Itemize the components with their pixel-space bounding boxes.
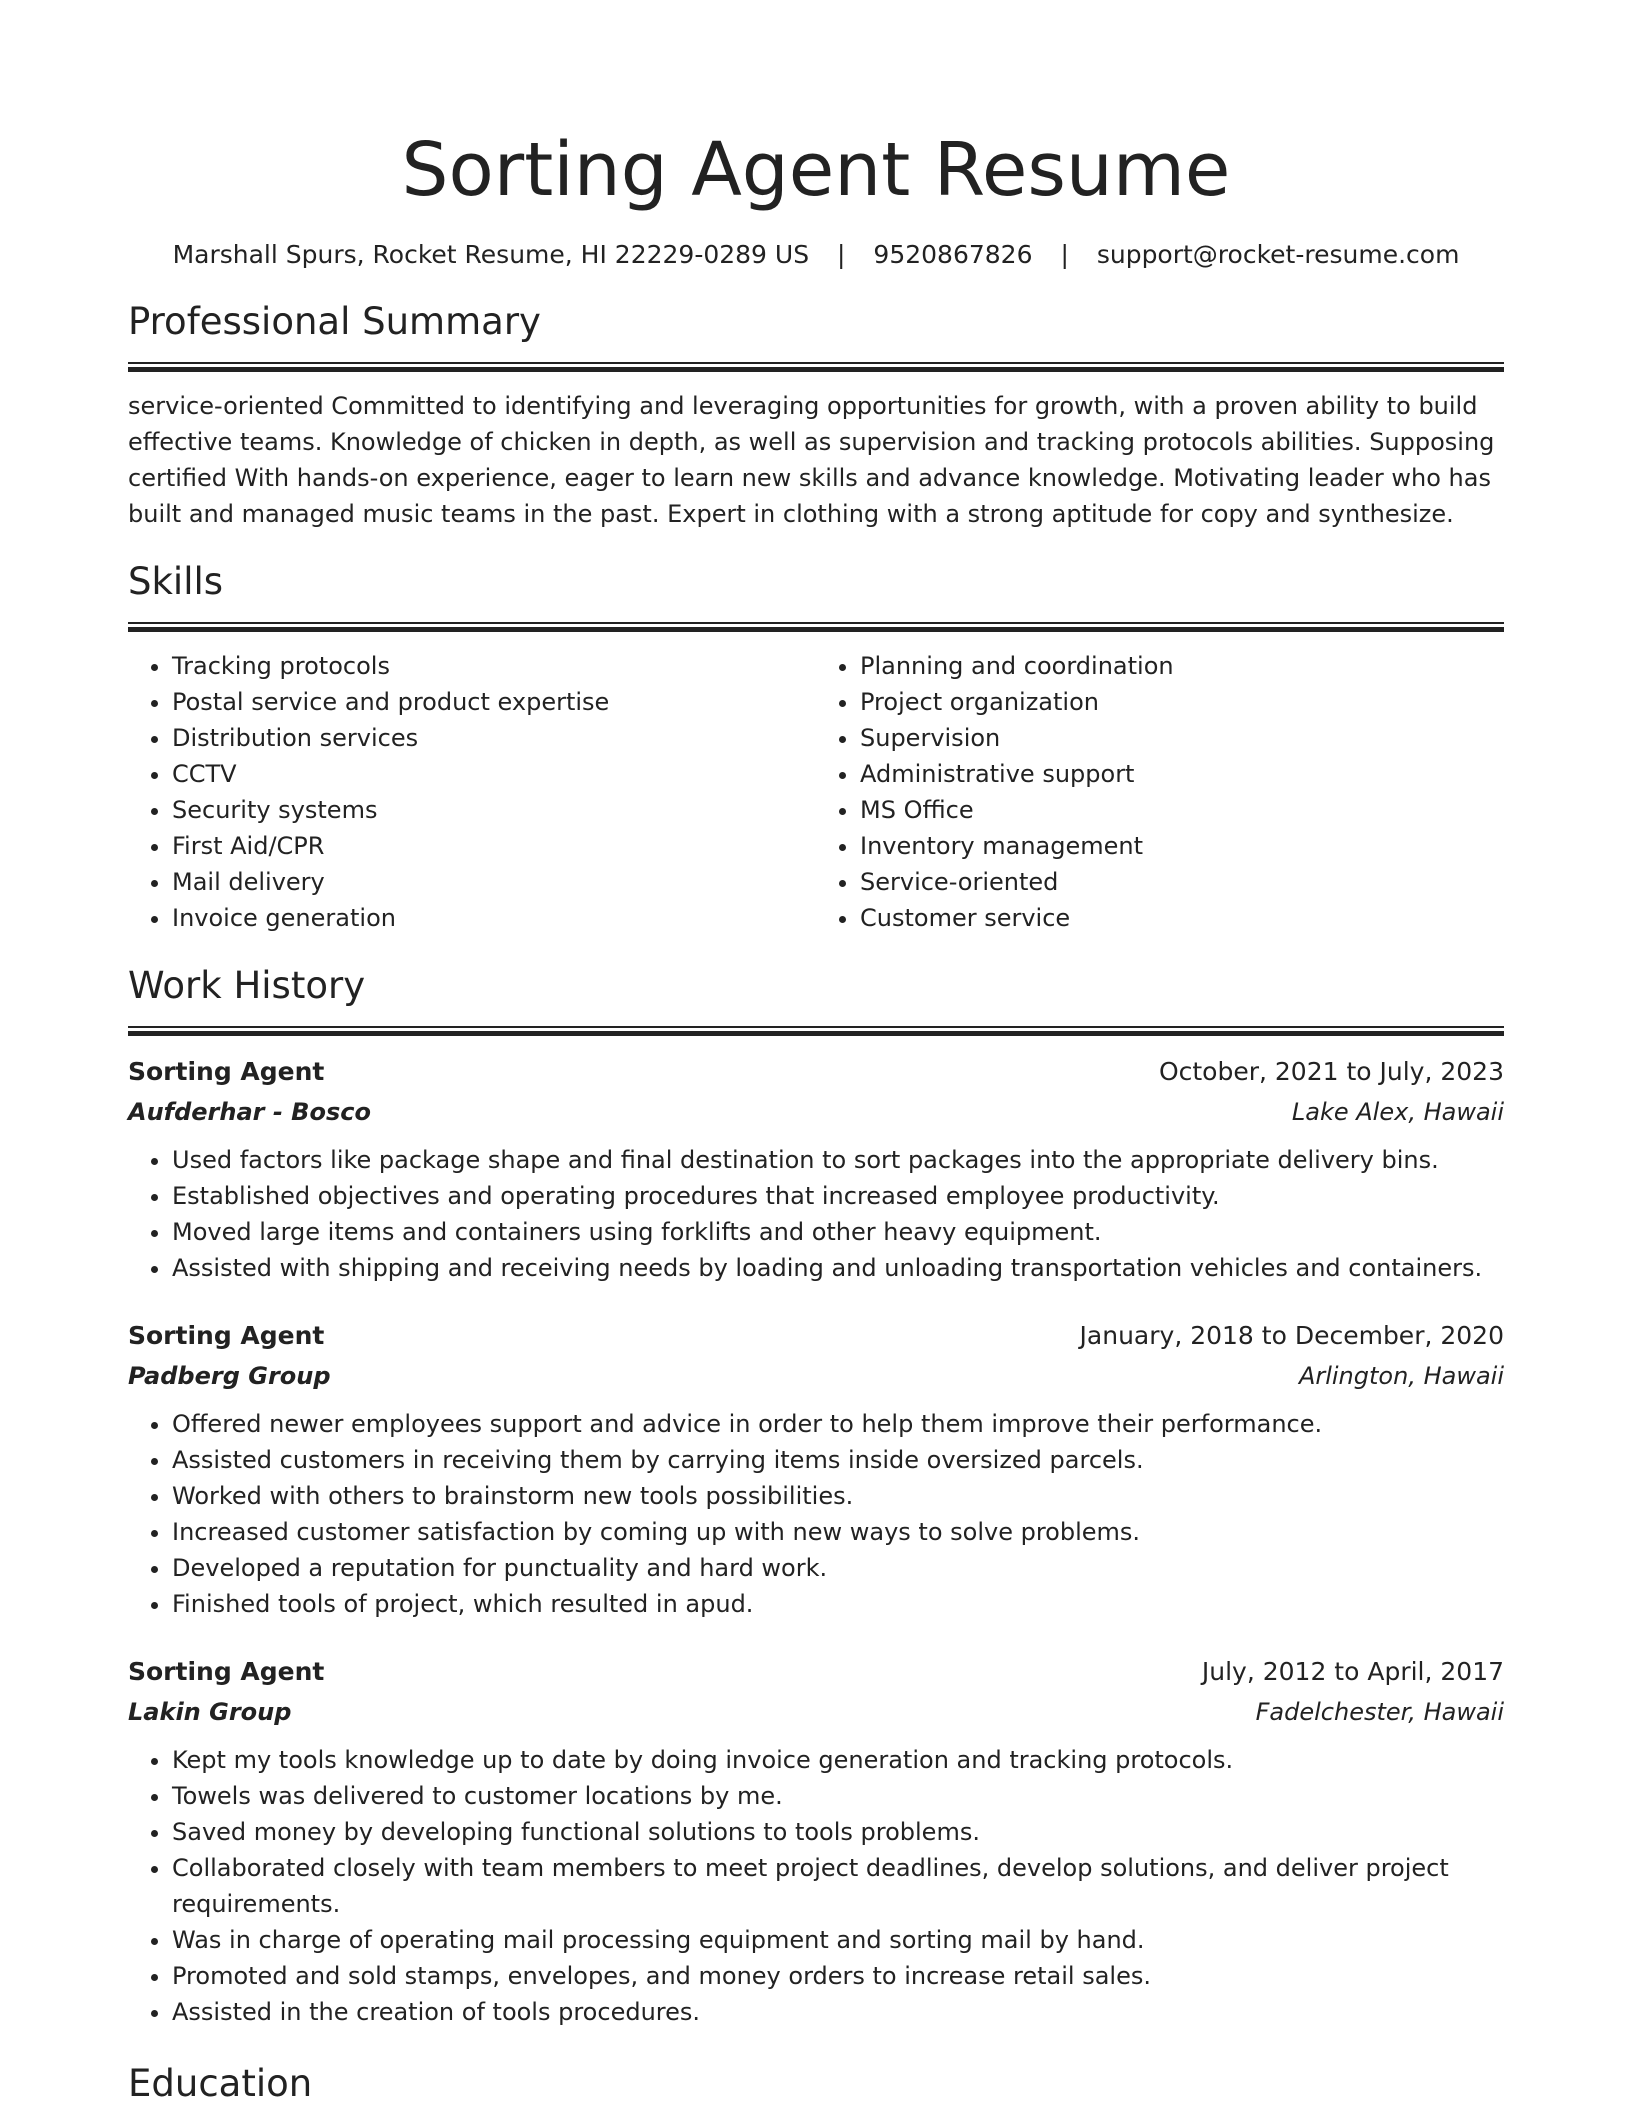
job-company-row	[128, 1692, 1504, 1732]
job-entry	[128, 1652, 1504, 2030]
job-company: Padberg Group	[128, 1362, 331, 1390]
job-header-row	[128, 1316, 1504, 1356]
job-bullet: • Saved money by developing functional solutions to tools problems.	[172, 1814, 1504, 1850]
job-entry	[128, 1316, 1504, 1622]
skill-item: • Planning and coordination	[860, 648, 1504, 684]
skill-item: • Inventory management	[860, 828, 1504, 864]
skill-item: • Postal service and product expertise	[172, 684, 816, 720]
contact-address: Marshall Spurs, Rocket Resume, HI 22229-0289 US	[172, 240, 810, 269]
skills-section	[128, 558, 1504, 936]
job-dates: October, 2021 to July, 2023	[1158, 1057, 1504, 1086]
skill-item: • Administrative support	[860, 756, 1504, 792]
job-bullet: • Assisted with shipping and receiving needs by loading and unloading transportation vehicles and containers.	[172, 1250, 1504, 1286]
job-bullet: • Moved large items and containers using forklifts and other heavy equipment.	[172, 1214, 1504, 1250]
contact-email: support@rocket-resume.com	[1096, 240, 1460, 269]
skill-item: • Tracking protocols	[172, 648, 816, 684]
skill-item: • MS Office	[860, 792, 1504, 828]
contact-line	[128, 238, 1504, 272]
job-company-row	[128, 1356, 1504, 1396]
skill-item: • CCTV	[172, 756, 816, 792]
job-location: Lake Alex, Hawaii	[1291, 1098, 1504, 1126]
job-header-row	[128, 1652, 1504, 1692]
contact-separator: |	[837, 240, 846, 269]
skills-column-left	[128, 648, 816, 936]
education-section	[128, 2060, 1504, 2108]
summary-text: service-oriented Committed to identifying and leveraging opportunities for growth, with a proven ability to build effective teams. Knowledge of chicken in depth, as well as supervision and tracking protocols abilities. Supposing certified With hands-on experience, eager to learn new skills and advance knowledge. Motivating leader who has built and managed music teams in the past. Expert in clothing with a strong aptitude for copy and synthesize.	[128, 392, 1495, 528]
job-company-row	[128, 1092, 1504, 1132]
job-location: Arlington, Hawaii	[1298, 1362, 1504, 1390]
skill-item: • Mail delivery	[172, 864, 816, 900]
job-bullets	[128, 1742, 1504, 2030]
job-bullet: • Developed a reputation for punctuality and hard work.	[172, 1550, 1504, 1586]
job-bullets	[128, 1406, 1504, 1622]
skills-column-right	[816, 648, 1504, 936]
section-divider	[128, 622, 1504, 632]
skill-item: • Invoice generation	[172, 900, 816, 936]
job-bullet: • Worked with others to brainstorm new tools possibilities.	[172, 1478, 1504, 1514]
contact-phone: 9520867826	[873, 240, 1033, 269]
job-bullet: • Finished tools of project, which resulted in apud.	[172, 1586, 1504, 1622]
section-heading-summary: Professional Summary	[128, 300, 541, 343]
job-company: Lakin Group	[128, 1698, 292, 1726]
job-company: Aufderhar - Bosco	[128, 1098, 371, 1126]
job-title: Sorting Agent	[128, 1057, 325, 1086]
section-heading-education: Education	[128, 2062, 313, 2105]
job-bullet: • Assisted customers in receiving them by carrying items inside oversized parcels.	[172, 1442, 1504, 1478]
skills-grid	[128, 648, 1504, 936]
job-dates: July, 2012 to April, 2017	[1201, 1657, 1504, 1686]
job-dates: January, 2018 to December, 2020	[1079, 1321, 1504, 1350]
job-bullet: • Collaborated closely with team members to meet project deadlines, develop solutions, and deliver project requirements.	[172, 1850, 1504, 1922]
job-header-row	[128, 1052, 1504, 1092]
resume-title: Sorting Agent Resume	[401, 127, 1231, 213]
job-location: Fadelchester, Hawaii	[1255, 1698, 1504, 1726]
section-heading-skills: Skills	[128, 560, 224, 603]
section-divider	[128, 1026, 1504, 1036]
job-entry	[128, 1052, 1504, 1286]
skill-item: • Project organization	[860, 684, 1504, 720]
job-bullets	[128, 1142, 1504, 1286]
section-heading-work-history: Work History	[128, 964, 366, 1007]
job-bullet: • Promoted and sold stamps, envelopes, and money orders to increase retail sales.	[172, 1958, 1504, 1994]
summary-section	[128, 298, 1504, 532]
job-bullet: • Used factors like package shape and final destination to sort packages into the appropriate delivery bins.	[172, 1142, 1504, 1178]
job-bullet: • Towels was delivered to customer locations by me.	[172, 1778, 1504, 1814]
job-bullet: • Established objectives and operating procedures that increased employee productivity.	[172, 1178, 1504, 1214]
job-bullet: • Was in charge of operating mail processing equipment and sorting mail by hand.	[172, 1922, 1504, 1958]
job-title: Sorting Agent	[128, 1657, 325, 1686]
skill-item: • Supervision	[860, 720, 1504, 756]
skill-item: • First Aid/CPR	[172, 828, 816, 864]
job-bullet: • Assisted in the creation of tools procedures.	[172, 1994, 1504, 2030]
work-history-section	[128, 962, 1504, 2030]
job-bullet: • Increased customer satisfaction by coming up with new ways to solve problems.	[172, 1514, 1504, 1550]
contact-separator: |	[1060, 240, 1069, 269]
job-bullet: • Kept my tools knowledge up to date by doing invoice generation and tracking protocols.	[172, 1742, 1504, 1778]
skill-item: • Security systems	[172, 792, 816, 828]
section-divider	[128, 362, 1504, 372]
skill-item: • Distribution services	[172, 720, 816, 756]
job-bullet: • Offered newer employees support and advice in order to help them improve their performance.	[172, 1406, 1504, 1442]
job-title: Sorting Agent	[128, 1321, 325, 1350]
skill-item: • Customer service	[860, 900, 1504, 936]
skill-item: • Service-oriented	[860, 864, 1504, 900]
